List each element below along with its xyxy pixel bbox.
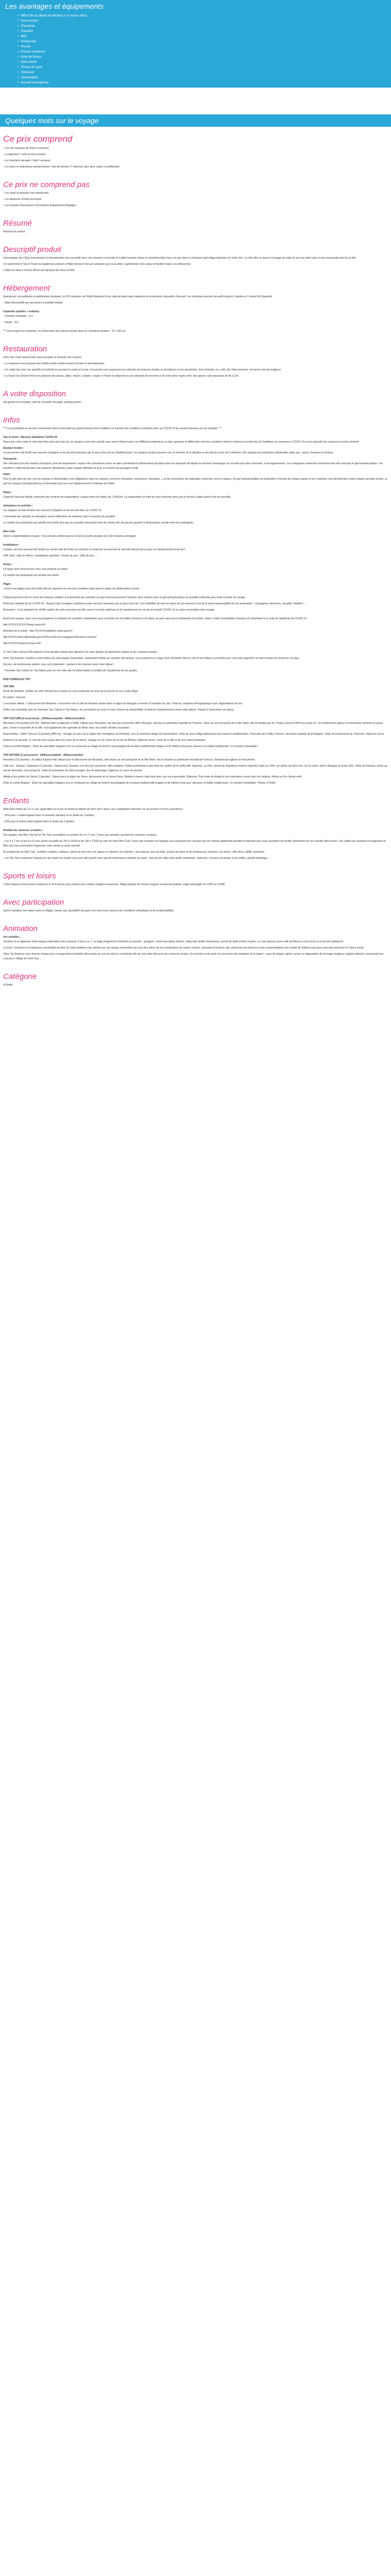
section-text-infos: Equipes locales :	[3, 447, 24, 450]
section-text-infos: TOP NATURE (3 excursions) : 100€euros/adulte - 50€euros/enfant	[3, 754, 84, 757]
section-title-enfants: Enfants	[3, 796, 29, 805]
section-text-infos: Parce que votre santé et votre bien-être ainsi que celui de vos équipes sont notre priorité nous avons élaboré avec nos différents partenaires un plan rigoureux et différentes mesures sanitaires visant à renforcer la protection de l'épidémie de coronavirus COVID-19 et vous garantir des vacances en toute sérénité.	[3, 440, 360, 444]
section-text-enfants: - 35% pour 1 enfant logeant dans la chambre standard ou le studio de 2 adultes,	[3, 814, 95, 817]
amenity-item: • Transfert	[18, 29, 386, 34]
section-text-infos: Le nombre de participants par activité sera limité ainsi que les activités nécessitant trop de contact afin de pouvoir garantir la distanciation sociale entre les participants.	[3, 521, 194, 524]
section-title-animation: Animation	[3, 924, 38, 933]
section-text-sports: L'hôtel dispose d'une piscine extérieure et d'un bassin pour enfants avec chaises longues et parasols. Plage équipée de chaises longues et parasols gratuits. plage aménagée du 15/06 au 15/09).	[3, 883, 225, 886]
section-text-enfants: Pendant les vacances scolaires :	[3, 829, 44, 832]
section-gap	[3, 862, 388, 868]
section-text-infos: De plus, de nombreuses options vous sont proposées : pensez à les réserver avant votre départ :	[3, 663, 115, 666]
section-text-infos: L'ensemble des activités et animations seront effectuées en extérieur, dans la mesure du possible.	[3, 515, 116, 518]
section-title-disposition: A votre disposition	[3, 389, 67, 398]
amenity-item: • Club enfant	[18, 60, 386, 65]
section-text-infos: Votre Top Explorer, membre à part entière de votre équipe d'animation, entièrement dédié aux activités découverte, vous proposera un large choix d'activités dans le club et les bolides à proximité pour vous faire apprécier au mieux toutes les richesses du pays.	[3, 657, 300, 660]
section-text-infos: Envie de farniente, profitez de votre formule tout compris en vous prélassant au bord de la piscine ou sur la jolie plage.	[3, 690, 139, 693]
section-title-restauration: Restauration	[3, 345, 47, 353]
section-text-infos: Le Top Clubs Sineva Park dispose d'une situation idéale pour découvrir les sites réputés du patrimoine bulgare et les coutumes locales.	[3, 651, 158, 654]
section-text-infos: Assurance : il est important de vérifier auprès de votre assurance qu'elle couvre vos frais médicaux et de rapatriement en cas de test positif COVID-19 sur place et pendant votre voyage.	[3, 608, 215, 612]
section-text-compris: - Les transferts aéroport / hôtel / aéroport,	[3, 159, 51, 162]
section-text-infos: Protocole sanitaire lié au COVID-19 : Respect des consignes sanitaires et des mesures imposées par le pays d'accueil. Les modalités de mise en place de ces mesures sont de la seule responsabilité de nos partenaires : compagnies aériennes, réceptifs, hôteliers ...	[3, 602, 306, 605]
section-text-infos: http://XXXXXwww.diplomatie.gouv.fr/fr/conseils-aux-voyageurs/dernieres-minutes/	[3, 636, 97, 639]
section-text-restauration: - Un Lobby bar avec ses apéritifs et cocktails en journée et soirée et un bar à la piscine vous proposent une sélection de boissons locales et alcoolisées et non alcoolisées. Eau minérale, jus, café, thé, bière pression, vin local et alcools bulgares.	[3, 368, 282, 371]
section-text-infos: Le personnel a été formé aux mesures d'hygiène et de sécurité imposées par le pays d'accueil ou l'établissement. Les équipes locales peuvent voir, en fonction de la situation et des tâches qu'ils ont à effectuer, être équipés de protections individuelles telles que : gants, masques et visières.	[3, 451, 334, 454]
section-gap	[3, 406, 388, 412]
section-text-infos: http://XXXXXreopen.europa.eu/fr	[3, 642, 41, 645]
amenity-item: • Terrain de sport	[18, 65, 386, 70]
section-text-infos: Repas :	[3, 491, 13, 494]
section-text-infos: Transports :	[3, 457, 19, 461]
section-text-infos: Animations et activités :	[3, 504, 33, 507]
section-text-descriptif: L'hôtel est situé à environ 98 km de l'aéroport de Varna (1h30).	[3, 269, 75, 272]
trip-description-panel	[0, 114, 391, 999]
section-gap	[3, 171, 388, 176]
spacer	[0, 88, 391, 114]
section-text-compris: - Les taxes et redevances aéroportuaires, frais de dossier (7 Saisons), taxe deux sujets à modification.	[3, 165, 120, 168]
section-text-infos: - Formules Top Culture ou Top Nature pour ne rien rater des incontournables et profiter de l'expérience de nos guides.	[3, 669, 138, 672]
section-text-infos: Pour le bien-être de tous, port du masque et distanciation sont obligatoires dans les espaces communs (réception, ascenseurs, boutiques...) et des procédures de nettoyage renforcées sont en vigueur. Du gel hydroalcoolique est disponible à l'entrée de chaque espace et les chambres sont désinfectées avant chaque nouvelle arrivée. Le port du masque (chirurgical/tissu) est demandé pour tous nos déplacements à l'intérieur de l'hôtel.	[3, 478, 388, 485]
section-text-infos: Capacité d'accueil réduite, extension des horaires de restaurations, espace entre les tables de 1,50m/2m. La restauration en plein air sera favorisée ainsi que le service à table quand cela est possible.	[3, 496, 232, 499]
amenity-item: • WiFi	[18, 34, 386, 39]
amenity-item: • Accueil francophone	[18, 80, 386, 86]
section-text-infos: En option, réservez :	[3, 696, 27, 699]
section-title-infos: Infos	[3, 416, 20, 425]
section-text-infos: L'accès aux plages peut être limité afin de respecter les mesures sanitaires ainsi que les règles de distanciation sociale.	[3, 587, 140, 590]
section-text-animation: Le lundi, Chanteurs et chanteuses rassemblés de fleur de Sofia mettent le feu animés par une équipe d'animation qui vous fera vibrer de rire d'animations de soirées variées, dansants et festives, des spectacles de danseurs et des représentations des chants de folklore local pour vous faire découvrir la culture locale.	[3, 946, 365, 950]
section-text-non-compris: - Les repas et boissons non mentionnés	[3, 192, 49, 195]
section-text-infos: TOP ZEN	[3, 685, 14, 688]
amenity-item: • Chambres	[18, 24, 386, 29]
section-title-non-compris: Ce prix ne comprend pas	[3, 180, 90, 189]
section-text-animation: Vos activités...	[3, 936, 21, 939]
amenity-item: • Piscine	[18, 44, 386, 49]
section-text-infos: Le nombre de participants par activité sera limité.	[3, 574, 59, 577]
amenity-item: • Climatisation	[18, 75, 386, 80]
section-title-participation: Avec participation	[3, 898, 64, 907]
section-text-infos: http://XXXXXXXXXXXwww.sante.fr/fr	[3, 623, 46, 626]
section-text-hebergement: - Studio : 2+2	[3, 321, 19, 324]
section-text-compris: - Les vols spéciaux de Paris et province,	[3, 147, 50, 150]
amenities-panel	[0, 0, 391, 88]
section-gap	[3, 989, 388, 994]
section-gap	[3, 335, 388, 341]
section-text-hebergement: - Hôtel déconseillé aux personnes à mobilité réduite.	[3, 301, 63, 304]
section-text-resume: Résumé du produit	[3, 230, 25, 233]
amenities-title: Les avantages et équipements	[5, 2, 104, 10]
section-text-animation: Votre Top Explorer vous réserve chaque jour un programme d'activités découverte au sein du club ou à proximité afin de vous faire découvrir les coutumes locales, les environs et de partir à la rencontre des habitants de la région : cours de langue, atelier cuisine ou dégustation de fromages bulgares, balade pédestre, promenade aux cinq par le village de Sveti Vlas...	[3, 953, 384, 960]
section-text-infos: Nessebar (1/2 journée) (20 km) : Matinée libre et déjeuner à l'hôtel. Départ pour Nessebar, une des plus anciennes villes d'Europe, classée au patrimoine mondial de l'Unesco. Situé sur une presqu'île de la Mer Noire, elle fut fondée par les Thraces environ 3000 ans avant JC. De nombreuses églises et monuments retracent le passé grec, romain et byzantin de la ville. Il est également très agréable de flâner dans ses ruelles étroites escarpées.	[3, 722, 383, 730]
section-text-infos: Certains services peuvent être limités ou fermés afin de limiter les contacts et respecter le protocole de sécurité imposé par le pays ou l'établissement d'accueil :	[3, 548, 186, 551]
section-text-infos: Citée et société Bulgare : Dîner de spécialités bulgares pris en restaurant au village de Erkech accompagné de musique traditionnelle bulgare et de folklore local avec danseurs et habits traditionnels. Un moment inoubliable !	[3, 745, 258, 748]
section-text-infos: Plage :	[3, 583, 12, 586]
section-text-enfants: - Les Top Teen proposent chaque jour des points de rendez-vous pour des grands ainsi que de nombreuses activités au choix : tournois de volley-ball, quilles frisbeedes, webcasts, concours de photos et de selfies, activité ripolinage...	[3, 857, 270, 860]
section-text-infos: Avant tout voyage, nous vous encourageons à contacter les autorités compétentes pour connaître les formalités d'entrée et de séjour du pays ainsi que la destination de transit, celles-ci étant susceptibles d'évoluer dû notamment à la suite de l'épidémie de COVID-19 :	[3, 617, 308, 620]
section-text-restauration: Votre Top Clubs Sineva Park vous accueille en formule Tout compris.	[3, 356, 82, 359]
section-text-infos: Un large choix d'excursions vous sera proposé sur place.	[3, 568, 69, 571]
section-text-descriptif: Votre équipe Top Clubs francophone et internationale vous accueille dans une structure conviviale et à taille humaine située en deuxième ligne face à la mer dans le charmant petit village balnéaire de Sveti Vlas. Le club offre un accès à la plage de sable fin par une petit route et une promenade bord de la Mer.	[3, 257, 357, 260]
section-gap	[3, 380, 388, 385]
section-text-infos: SPA, Gym, salle de fitness, Installations sportives, Terrain de jeux, Salle de jeux, ...	[3, 554, 98, 557]
section-text-infos: Selon la réglementation du pays / l'accueil des enfants pourra se faire en petits groupes et à des horaires aménagés.	[3, 535, 137, 538]
section-text-infos: TOP CULTURE (3 excursions) : 100€euros/adulte - 50€euros/enfant	[3, 717, 85, 720]
section-gap	[3, 787, 388, 792]
section-text-infos: Dîner et soirée Bulgare : Dîner de spécialités bulgares pris en restaurant au village de Erkech accompagné de musique traditionnelle bulgare et de folklore local avec danseurs et habits traditionnels. Un moment inoubliable ! Retour à l'hôtel.	[3, 782, 276, 785]
section-text-infos: Mini-Club :	[3, 530, 17, 533]
section-text-infos: Installations :	[3, 544, 20, 547]
section-text-infos: 1 excursion offerte. « Découverte de Nessebar » Excursion vers la ville de Nesebur située dans la région de Bourgas à environ 10 minutes du club. Visite du complexe ethnographique avec dégustations de vins.	[3, 702, 243, 705]
section-text-infos: Visites :	[3, 563, 13, 566]
section-text-enfants: - Les 4 à 7 ans et les 8 à 12 ans seront accueillis de 10h à 12h30 et de 14h à 17h30 au sein de notre Mini Club, 2 jours par semaine nos équipes vous proposent de s'occuper de vos enfants également pendant le déjeuner pour vous permettre de profiter pleinement de vos activités découverte. Une veillée par semaine est organisée en Mini club vous permettant d'apprécier votre soirée en toute sérénité.	[3, 840, 386, 848]
trip-description-title: Quelques mots sur le voyage	[0, 114, 391, 127]
section-gap	[3, 963, 388, 968]
section-text-infos: (Offre non cumulable avec les formules Top Culture et Top Nature, les promotions en cours et sous réserve de disponibilité. A réserver impérativement avant votre départ. Payant si réservation sur place).	[3, 708, 235, 711]
section-gap	[3, 275, 388, 280]
section-text-enfants: - 20% pour le 2ème enfant logeant dans le studio de 2 adultes.	[3, 820, 75, 823]
amenity-item: • Salle de fitness	[18, 55, 386, 60]
section-text-categorie: 4 Étoiles	[3, 984, 13, 987]
section-text-hebergement: *** Dans toutes les chambres, les dimensions des balcons plants dans les chambres doubles : 75 x 180 cm.	[3, 330, 126, 333]
amenity-item: • Piscine extérieure	[18, 49, 386, 55]
section-text-infos: NOS FORMULES TOP :	[3, 678, 31, 681]
amenity-item: • Restaurant	[18, 39, 386, 44]
trip-description-content	[0, 127, 391, 999]
amenity-item: • Wifi & Wi au départ de Béziers (+ 6 autres villes)	[18, 13, 386, 19]
section-gap	[3, 210, 388, 215]
section-text-non-compris: - Les dépenses d'ordre personnel	[3, 198, 42, 201]
section-text-enfants: Nos équipes Top Mini, Top Kid et Top Teen accueillent vos enfants de 4 à 17 ans, 6 jours par semaine, pendant les vacances scolaires.	[3, 834, 157, 837]
section-text-non-compris: - Les formules Assurances & Assistance Rapatriement Bagages	[3, 204, 76, 207]
section-title-resume: Résumé	[3, 219, 32, 228]
amenities-list	[5, 13, 386, 86]
section-text-infos: Ministère de la Santé : http://XXXXXsolidarites-sante.gouv.fr/	[3, 630, 73, 633]
section-text-infos: Dès l'aéroport port (du masque chirurgical, prise de température, respect des procédures mises en place permettant la distanciation physique dans les aéroports de départ et d'arrivée (marquages au sol ainsi que dans l'enceinte, à l'enregistrement). Les compagnies aériennes fournissent des kits masques et gel hydroalcoolique. Les transferts s'effectueront dans des autocars désinfectés avant chaque utilisation et avec un nombre de passagers limité.	[3, 462, 383, 470]
section-text-infos: Hôtel :	[3, 473, 11, 476]
section-text-infos: Les équipes ont été formées aux mesures d'hygiène et de sécurité liées au COVID-19.	[3, 509, 102, 512]
section-text-hebergement: Capacités (adultes + enfants):	[3, 310, 40, 313]
section-text-compris: - Le logement 7 nuits en tout compris,	[3, 153, 46, 156]
section-text-participation: Sports nautiques (en saison dans le village), sauna, spa, possibilité de payer à la carte (sous réserve des conditions climatiques et de la disponibilité).	[3, 909, 174, 912]
section-text-hebergement: Spacieuses, accueillantes et entièrement équipées, les 90 chambres de l'hôtel disposent d'une salle de bains avec baignoire et de plusieurs dispositifs d'accueil. Les chambres peuvent accueillir jusqu'à 2 adultes et 1 enfant (lit d'appoint).	[3, 295, 273, 298]
section-gap	[3, 889, 388, 894]
amenity-item: • Tout compris	[18, 19, 386, 24]
section-text-infos: Giopolis & la sécurité : le coin de terre le plus élevé au cœur de la nature. Voyage sur les ruines de la cité de Plovdiv, Déjeuner inclus. Visite de la ville et de son centre historique.	[3, 739, 206, 742]
section-text-infos: Chaque personne doit se munir de masques adaptés à la demande des autorités du pays d'accueil pouvant l'imposer dans certains lieux et gel hydroalcoolique en quantité suffisante pour toute la durée du voyage.	[3, 596, 246, 599]
section-text-infos: Côte sud - Sozopol - Ropotamo (1 journée) : Départ pour Sozopol, une des plus anciennes villes bulgares. Petite promenade à pied dans les ruelles de la vieille ville. Déjeuner. Le Parc naturel de Ropotamo réserve naturelle créée en 1940, qui abrite une flore rare. Sur le retour, arrêt à Bourgas et temps libre. Visite de Pomorie, située au sud de Nessebar, une presqu'île. Visite du monastère de Saint Georges, lieu de pèlerinage. Déjeuner en cours de journée.	[3, 765, 387, 772]
section-text-disposition: wifi gratuit à la réception, prêt de serviettes de plage, parking gratuit.	[3, 401, 82, 404]
section-text-enfants: Réduction enfant de 2 à 11 ans, applicable sur le prix du forfait au départ de Paris (hors taxes, hors supplément réduction vol de province et hors promotions) :	[3, 808, 184, 811]
section-text-infos: Nessebar (1/2 journée) : En début d'après-midi, départ pour la découverte de Nessebar, ville située sur une presqu'île de la Mer Noire, élu et classée au patrimoine mondial de l'Unesco. Nombreuses églises et monuments.	[3, 758, 256, 761]
section-text-restauration: - Le restaurant vous propose des buffets variés mêlant saveurs locales et internationales.	[3, 362, 105, 365]
section-text-infos: Koprivchtitsa - Veliko Tarnovo (1 journée) (280 km) : Voyage au cœur de la région des montagnes du Rhodope, vers le charmant village de Koprivchtitsa. Visite du vieux village pittoresque aux maisons traditionnelles. Poursuite vers Veliko Tarnovo, l'ancienne capitale de la Bulgarie. Visite de la forteresse de Tsarevets. Déjeuner inclus.	[3, 733, 385, 736]
section-text-restauration: - Le Snack bar Sineva Park vous propose des pizzas, pâtes, snacks, salades, soupes à l'heure du déjeuner et une sélection de desserts et de fruits dans l'après-midi. Des glaces sont proposées de 9h à 21h.	[3, 375, 239, 378]
section-text-infos: *** Les prestations et services mentionnés dans le descriptif du produit peuvent être modifiées en fonction des conditions sanitaires liées au COVID-19 qui seront imposées par les autorités ***	[3, 427, 222, 430]
section-gap	[3, 915, 388, 920]
section-title-compris: Ce prix comprend	[3, 134, 73, 144]
section-title-hebergement: Hébergement	[3, 284, 50, 293]
section-text-hebergement: - Chambre Standard : 2+1	[3, 315, 33, 318]
section-gap	[3, 236, 388, 241]
section-text-enfants: Au programme au Mini Club : activités créatives, ludiques, danse et mini cours de langue en intérieur. En extérieur : jeux piscine, jeux de balle, chasse au trésor et de nombreuses surprises. En soirée : Mini disco, défilé, spectacle...	[3, 851, 266, 854]
section-text-descriptif: Un rayonnement Top of Travel est également présent à l'hôtel plusieurs fois par semaine pour vous aider à agrémenter votre séjour et faciliter toutes vos démarches.	[3, 263, 191, 266]
section-title-descriptif: Descriptif produit	[3, 245, 61, 254]
amenity-item: • Télévision	[18, 70, 386, 75]
section-title-sports: Sports et loisirs	[3, 872, 56, 880]
section-text-infos: Top of travel - Mesures Sanitaires COVID-19	[3, 436, 57, 439]
section-text-infos: Aladja et les grottes de Varna (1 journée) : Départ pour la région de Varna, découverte de la Varna-Ouest. Balade à travers cette forêt avec une vue imprenable. Déjeuner. Puis visite de Aladja et son monastère creusé dans les falaises. Retour en fin d'après-midi.	[3, 775, 302, 778]
section-title-categorie: Catégorie	[3, 972, 37, 981]
section-text-animation: S'animer et se dépenser Votre équipe d'animation vous propose, 6 jours sur 7, un large programme d'activités en journée : aquagym, réveil musculaire, fitness, volley-ball, quilles finlandaises, tennis de table et bien d'autres. Le club dispose d'une salle de fitness et d'un accès à un terrain multisports.	[3, 940, 344, 943]
